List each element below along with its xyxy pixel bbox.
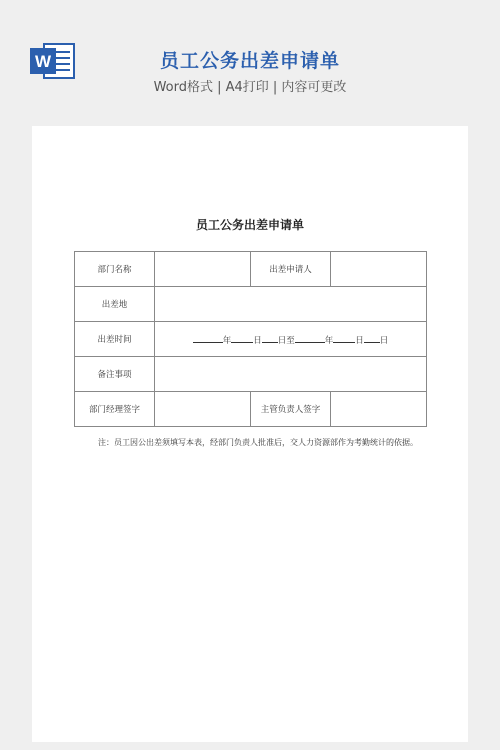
page-subtitle: Word格式 | A4打印 | 内容可更改 [153,80,347,95]
field-dept-manager-sign[interactable] [155,392,251,427]
field-time[interactable] [155,322,427,357]
form-note: 注：员工因公出差须填写本表，经部门负责人批准后，交人力资源部作为考勤统计的依据。 [98,438,418,447]
document-title: 员工公务出差申请单 [195,218,304,232]
field-applicant[interactable] [331,252,427,287]
field-remarks[interactable] [155,357,427,392]
time-day-2: 日 [355,335,364,346]
time-to: 日至 [277,335,295,346]
header [0,0,500,112]
table-row [75,322,427,357]
time-day-3: 日 [379,335,389,346]
table-row [75,252,427,287]
document-page [32,126,468,742]
label-destination: 出差地 [75,287,155,322]
label-supervisor-sign: 主管负责人签字 [251,392,331,427]
page-title: 员工公务出差申请单 [159,50,340,72]
label-applicant: 出差申请人 [251,252,331,287]
time-day-1: 日 [253,335,262,346]
table-row [75,392,427,427]
field-destination[interactable] [155,287,427,322]
label-remarks: 备注事项 [75,357,155,392]
time-year-1: 年 [222,335,232,346]
table-row [75,287,427,322]
table-row [75,357,427,392]
field-supervisor-sign[interactable] [331,392,427,427]
label-department: 部门名称 [75,252,155,287]
field-department[interactable] [155,252,251,287]
word-icon-letter: W [34,52,52,71]
label-dept-manager-sign: 部门经理签字 [75,392,155,427]
application-form-table [74,251,427,427]
time-year-2: 年 [324,335,334,346]
label-time: 出差时间 [75,322,155,357]
